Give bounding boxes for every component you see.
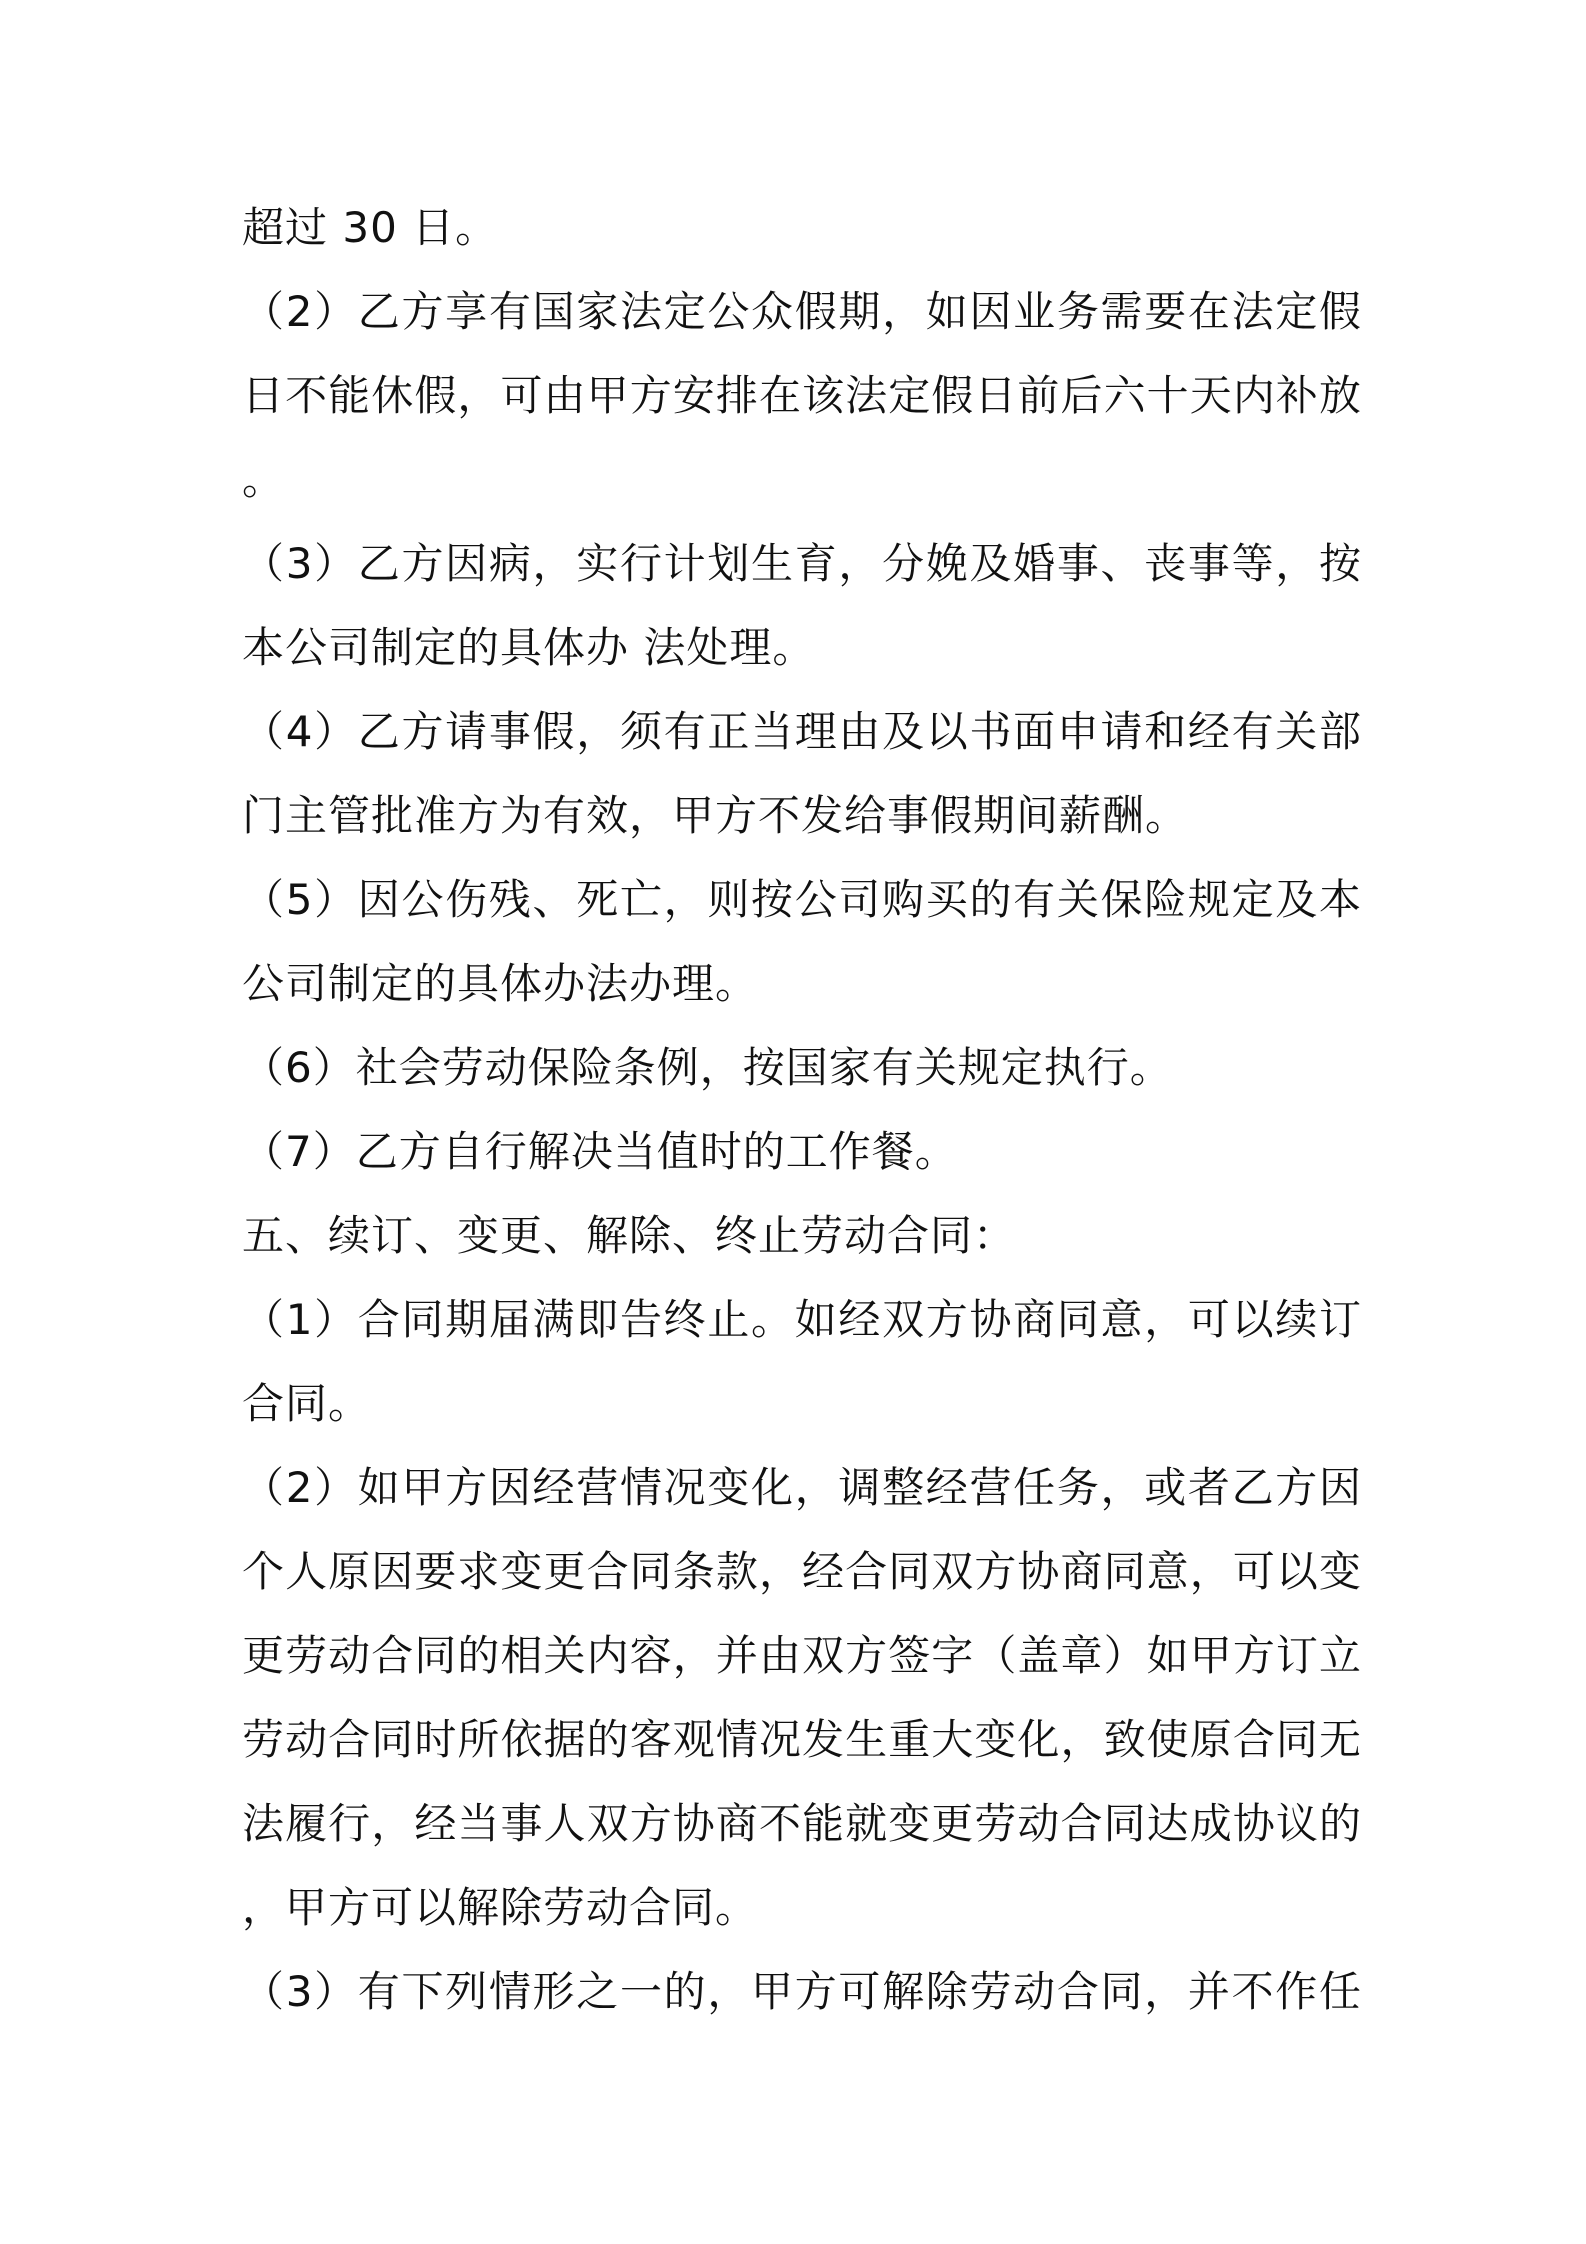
text-line: 合同。: [242, 1379, 372, 1428]
text-line: （2）如甲方因经营情况变化，调整经营任务，或者乙方因: [242, 1463, 1362, 1512]
text-line: 本公司制定的具体办 法处理。: [242, 623, 816, 672]
text-line: （1）合同期届满即告终止。如经双方协商同意，可以续订: [242, 1295, 1362, 1344]
text-line: 公司制定的具体办法办理。: [242, 959, 759, 1008]
text-line: 个人原因要求变更合同条款，经合同双方协商同意，可以变: [242, 1547, 1362, 1596]
text-line: （4）乙方请事假，须有正当理由及以书面申请和经有关部: [242, 707, 1362, 756]
text-line: 劳动合同时所依据的客观情况发生重大变化，致使原合同无: [242, 1715, 1362, 1764]
text-line: 日不能休假，可由甲方安排在该法定假日前后六十天内补放: [242, 371, 1362, 420]
text-line: 更劳动合同的相关内容，并由双方签字（盖章）如甲方订立: [242, 1631, 1362, 1680]
text-line: （3）有下列情形之一的，甲方可解除劳动合同，并不作任: [242, 1967, 1362, 2016]
text-line: （3）乙方因病，实行计划生育，分娩及婚事、丧事等，按: [242, 539, 1362, 588]
text-line: 超过 30 日。: [242, 203, 499, 252]
text-line: （2）乙方享有国家法定公众假期，如因业务需要在法定假: [242, 287, 1362, 336]
section-heading: 五、续订、变更、解除、终止劳动合同：: [242, 1211, 1017, 1260]
text-line: 。: [242, 455, 286, 504]
text-line: （5）因公伤残、死亡，则按公司购买的有关保险规定及本: [242, 875, 1362, 924]
text-line: 法履行，经当事人双方协商不能就变更劳动合同达成协议的: [242, 1799, 1362, 1848]
text-line: （6）社会劳动保险条例，按国家有关规定执行。: [242, 1043, 1173, 1092]
text-line: 门主管批准方为有效，甲方不发给事假期间薪酬。: [242, 791, 1189, 840]
text-line: （7）乙方自行解决当值时的工作餐。: [242, 1127, 958, 1176]
text-line: ，甲方可以解除劳动合同。: [242, 1883, 759, 1932]
